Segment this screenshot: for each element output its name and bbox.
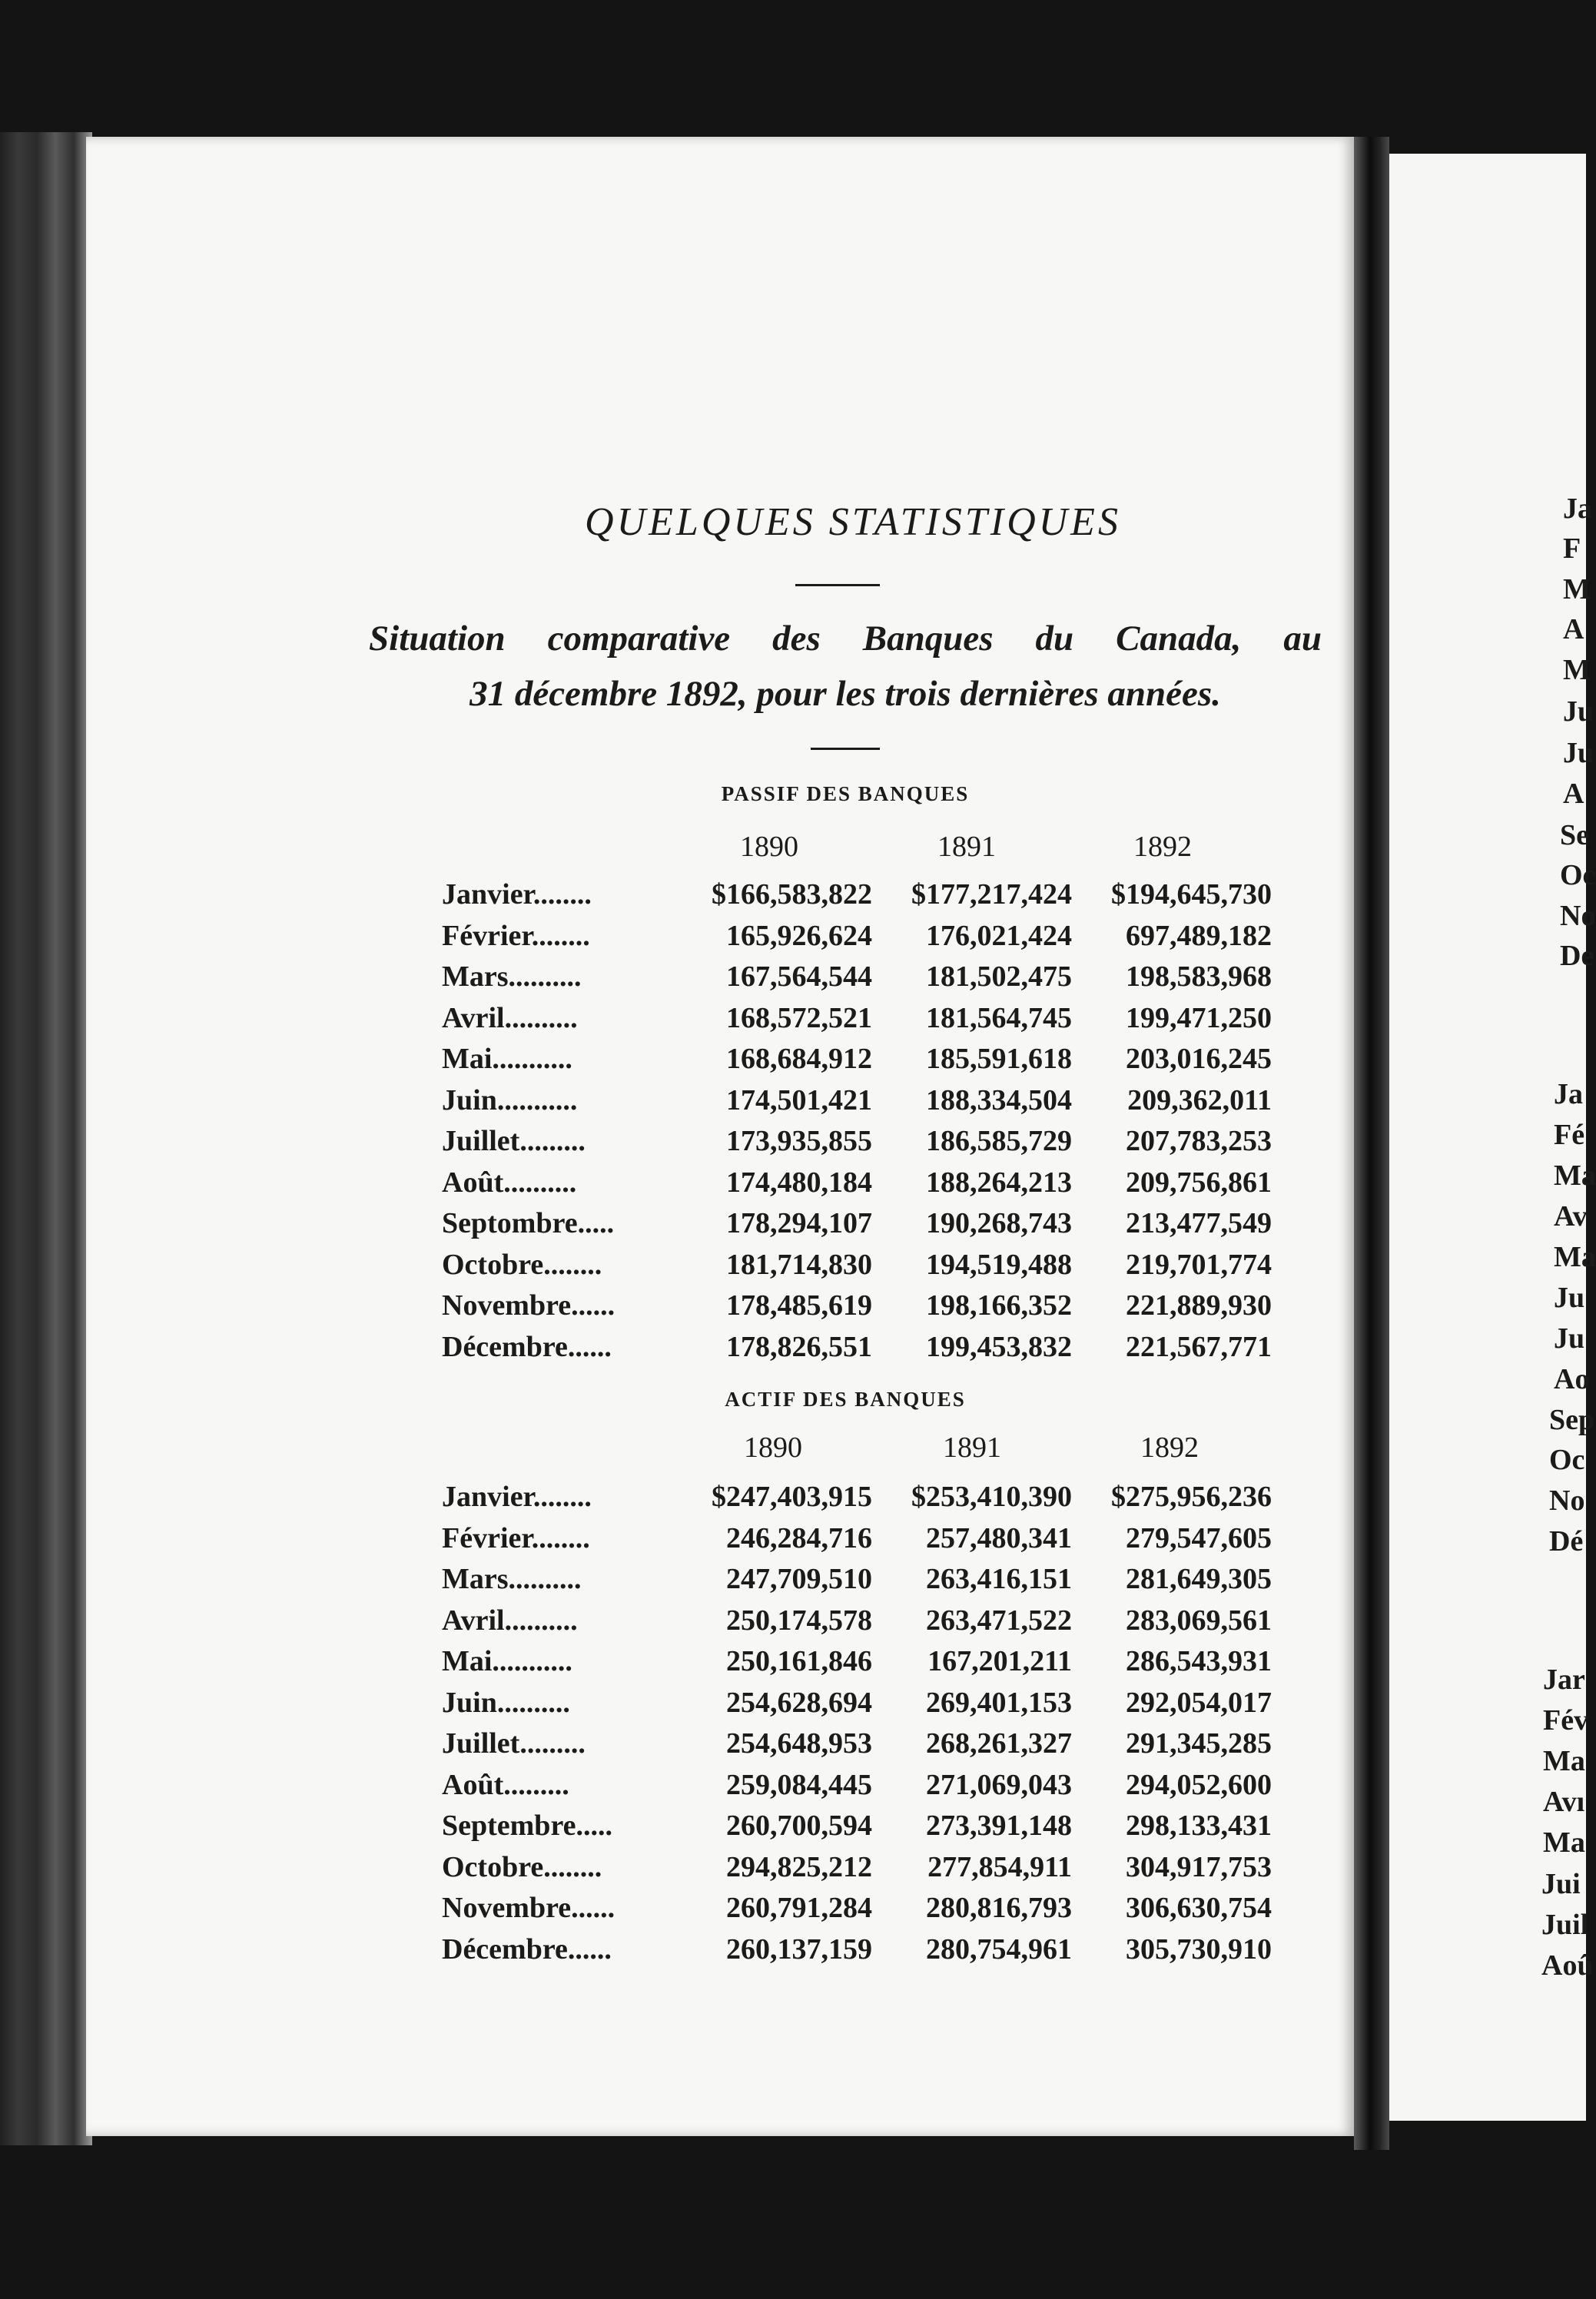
table-row xyxy=(442,1042,1272,1082)
value-1890: 246,284,716 xyxy=(726,1521,872,1554)
table-row xyxy=(442,1521,1272,1561)
value-1892: 221,567,771 xyxy=(1126,1330,1272,1363)
actif-year-1890: 1890 xyxy=(744,1431,802,1464)
value-1891: 190,268,743 xyxy=(926,1207,1072,1239)
value-1890: 247,709,510 xyxy=(726,1563,872,1595)
value-1890: 178,294,107 xyxy=(726,1207,872,1239)
right-page-month-fragment: Ma xyxy=(1543,1826,1585,1859)
value-1890: 173,935,855 xyxy=(726,1125,872,1157)
right-page-month-fragment: Se xyxy=(1560,819,1589,851)
value-1892: 304,917,753 xyxy=(1126,1850,1272,1883)
right-page-month-fragment: Fév xyxy=(1543,1704,1589,1737)
month-label: Mai........... xyxy=(442,1043,572,1075)
value-1892: 306,630,754 xyxy=(1126,1892,1272,1924)
value-1892: 298,133,431 xyxy=(1126,1810,1272,1842)
value-1891: 263,416,151 xyxy=(926,1563,1072,1595)
value-1890: 168,572,521 xyxy=(726,1001,872,1034)
passif-year-1892: 1892 xyxy=(1133,831,1192,863)
value-1890: 294,825,212 xyxy=(726,1850,872,1883)
month-label: Avril.......... xyxy=(442,1001,578,1034)
value-1891: 257,480,341 xyxy=(926,1521,1072,1554)
value-1892: 209,756,861 xyxy=(1126,1166,1272,1199)
value-1891: 188,334,504 xyxy=(926,1083,1072,1116)
right-page-month-fragment: Ao xyxy=(1554,1363,1590,1395)
right-page-month-fragment: F xyxy=(1563,532,1581,565)
month-label: Août.......... xyxy=(442,1166,577,1199)
right-page-month-fragment: M xyxy=(1563,573,1591,605)
right-page-month-fragment: M xyxy=(1563,654,1591,686)
value-1891: 194,519,488 xyxy=(926,1248,1072,1281)
subtitle-line-2: 31 décembre 1892, pour les trois dernières années. xyxy=(470,674,1221,714)
value-1890: 254,628,694 xyxy=(726,1686,872,1719)
right-page-month-fragment: Ju xyxy=(1554,1322,1585,1355)
page-title: QUELQUES STATISTIQUES xyxy=(585,500,1121,544)
value-1892: 198,583,968 xyxy=(1126,960,1272,993)
right-page-month-fragment: Oc xyxy=(1549,1444,1585,1476)
month-label: Octobre........ xyxy=(442,1248,602,1281)
passif-heading: PASSIF DES BANQUES xyxy=(721,782,970,805)
right-page-month-fragment: Ju xyxy=(1563,737,1594,769)
subtitle xyxy=(369,611,1322,722)
value-1891: 273,391,148 xyxy=(926,1810,1072,1842)
value-1892: 305,730,910 xyxy=(1126,1932,1272,1966)
right-page-month-fragment: Ja xyxy=(1554,1078,1583,1110)
value-1891: 186,585,729 xyxy=(926,1125,1072,1157)
month-label: Février........ xyxy=(442,1521,590,1554)
value-1890: 259,084,445 xyxy=(726,1768,872,1801)
right-page-month-fragment: Ju xyxy=(1563,695,1594,728)
value-1892: 207,783,253 xyxy=(1126,1125,1272,1157)
value-1892: $194,645,730 xyxy=(1111,878,1272,911)
table-row xyxy=(442,877,1272,917)
table-row xyxy=(442,1124,1272,1164)
table-row xyxy=(442,1562,1272,1602)
value-1892: 286,543,931 xyxy=(1126,1645,1272,1677)
table-row xyxy=(442,1891,1272,1931)
value-1890: 260,137,159 xyxy=(726,1932,872,1966)
actif-year-1892: 1892 xyxy=(1140,1431,1199,1464)
month-label: Juin.......... xyxy=(442,1686,570,1719)
value-1892: $275,956,236 xyxy=(1111,1481,1272,1513)
right-page-month-fragment: Avı xyxy=(1543,1786,1585,1818)
title-rule xyxy=(795,584,880,586)
month-label: Décembre...... xyxy=(442,1932,612,1966)
right-page-month-fragment: Dé xyxy=(1549,1525,1584,1558)
page-gutter xyxy=(1354,137,1389,2150)
value-1890: 178,485,619 xyxy=(726,1289,872,1322)
table-row xyxy=(442,1932,1272,1972)
table-row xyxy=(442,1248,1272,1288)
right-page-month-fragment: A xyxy=(1563,778,1584,810)
table-row xyxy=(442,1809,1272,1849)
actif-heading: ACTIF DES BANQUES xyxy=(725,1388,966,1411)
right-page-month-fragment: Ma xyxy=(1543,1745,1585,1777)
value-1891: 198,166,352 xyxy=(926,1289,1072,1322)
month-label: Juillet......... xyxy=(442,1125,586,1157)
table-row xyxy=(442,1604,1272,1644)
table-row xyxy=(442,1206,1272,1246)
value-1890: 178,826,551 xyxy=(726,1330,872,1363)
month-label: Août......... xyxy=(442,1768,569,1801)
value-1892: 203,016,245 xyxy=(1126,1043,1272,1075)
table-row xyxy=(442,1768,1272,1808)
month-label: Novembre...... xyxy=(442,1289,616,1322)
month-label: Février........ xyxy=(442,919,590,952)
value-1891: 263,471,522 xyxy=(926,1604,1072,1637)
subtitle-line-1: Situation comparative des Banques du Canada, au xyxy=(369,619,1322,659)
right-page-month-fragment: Jui xyxy=(1541,1868,1581,1900)
value-1892: 219,701,774 xyxy=(1126,1248,1272,1281)
value-1891: 269,401,153 xyxy=(926,1686,1072,1719)
table-row xyxy=(442,1083,1272,1123)
value-1892: 292,054,017 xyxy=(1126,1686,1272,1719)
value-1890: 174,480,184 xyxy=(726,1166,872,1199)
right-page-month-fragment: Ma xyxy=(1554,1159,1596,1192)
value-1891: 280,816,793 xyxy=(926,1892,1072,1924)
month-label: Mars.......... xyxy=(442,960,582,993)
right-page-month-fragment: Juil xyxy=(1541,1909,1589,1941)
right-page-month-fragment: Ja xyxy=(1563,493,1592,525)
value-1890: 167,564,544 xyxy=(726,960,872,993)
month-label: Octobre........ xyxy=(442,1850,602,1883)
value-1891: 167,201,211 xyxy=(927,1645,1072,1677)
passif-year-1890: 1890 xyxy=(740,831,798,863)
value-1892: 199,471,250 xyxy=(1126,1001,1272,1034)
value-1892: 291,345,285 xyxy=(1126,1727,1272,1760)
value-1890: 254,648,953 xyxy=(726,1727,872,1760)
actif-year-1891: 1891 xyxy=(943,1431,1001,1464)
right-page-month-fragment: Ju xyxy=(1554,1282,1585,1314)
value-1890: 174,501,421 xyxy=(726,1083,872,1116)
right-page-month-fragment: Av xyxy=(1554,1200,1588,1232)
right-page-month-fragment: Sep xyxy=(1549,1404,1595,1436)
value-1892: 283,069,561 xyxy=(1126,1604,1272,1637)
table-row xyxy=(442,1166,1272,1206)
value-1892: 281,649,305 xyxy=(1126,1563,1272,1595)
table-row xyxy=(442,1480,1272,1520)
table-row xyxy=(442,1686,1272,1726)
value-1891: 277,854,911 xyxy=(927,1850,1072,1883)
subtitle-rule xyxy=(811,748,880,750)
value-1891: 185,591,618 xyxy=(926,1043,1072,1075)
month-label: Septombre..... xyxy=(442,1207,615,1239)
month-label: Mars.......... xyxy=(442,1563,582,1595)
right-page-month-fragment: De xyxy=(1560,940,1594,972)
value-1890: 250,174,578 xyxy=(726,1604,872,1637)
value-1891: 181,564,745 xyxy=(926,1001,1072,1034)
value-1892: 213,477,549 xyxy=(1126,1207,1272,1239)
month-label: Décembre...... xyxy=(442,1330,612,1363)
value-1890: 165,926,624 xyxy=(726,919,872,952)
book-edge xyxy=(0,132,92,2145)
table-row xyxy=(442,1727,1272,1767)
right-page-month-fragment: No xyxy=(1560,900,1596,932)
month-label: Janvier........ xyxy=(442,1481,592,1513)
table-row xyxy=(442,1330,1272,1370)
value-1891: 176,021,424 xyxy=(926,919,1072,952)
table-row xyxy=(442,1001,1272,1041)
value-1891: 271,069,043 xyxy=(926,1768,1072,1801)
value-1891: 188,264,213 xyxy=(926,1166,1072,1199)
right-page-month-fragment: Aoû xyxy=(1541,1949,1594,1982)
value-1891: 280,754,961 xyxy=(926,1932,1072,1966)
value-1892: 279,547,605 xyxy=(1126,1521,1272,1554)
right-page-month-fragment: Oc xyxy=(1560,859,1596,891)
month-label: Juin........... xyxy=(442,1083,578,1116)
table-row xyxy=(442,919,1272,959)
month-label: Septembre..... xyxy=(442,1810,612,1842)
table-row xyxy=(442,960,1272,1000)
value-1891: $253,410,390 xyxy=(911,1481,1072,1513)
month-label: Juillet......... xyxy=(442,1727,586,1760)
month-label: Novembre...... xyxy=(442,1892,616,1924)
value-1890: 168,684,912 xyxy=(726,1043,872,1075)
passif-year-1891: 1891 xyxy=(937,831,996,863)
right-page-month-fragment: Ma xyxy=(1554,1241,1596,1273)
value-1892: 294,052,600 xyxy=(1126,1768,1272,1801)
value-1890: 181,714,830 xyxy=(726,1248,872,1281)
value-1890: $166,583,822 xyxy=(712,878,872,911)
table-row xyxy=(442,1850,1272,1890)
table-row xyxy=(442,1644,1272,1684)
value-1891: 181,502,475 xyxy=(926,960,1072,993)
right-page-month-fragment: Fé xyxy=(1554,1119,1585,1151)
value-1892: 221,889,930 xyxy=(1126,1289,1272,1322)
value-1892: 209,362,011 xyxy=(1127,1083,1272,1116)
table-row xyxy=(442,1289,1272,1329)
value-1890: 250,161,846 xyxy=(726,1645,872,1677)
value-1890: $247,403,915 xyxy=(712,1481,872,1513)
right-page-month-fragment: Jar xyxy=(1543,1664,1585,1696)
value-1890: 260,791,284 xyxy=(726,1892,872,1924)
month-label: Janvier........ xyxy=(442,878,592,911)
value-1891: 199,453,832 xyxy=(926,1330,1072,1363)
value-1892: 697,489,182 xyxy=(1126,919,1272,952)
value-1891: $177,217,424 xyxy=(911,878,1072,911)
month-label: Avril.......... xyxy=(442,1604,578,1637)
value-1890: 260,700,594 xyxy=(726,1810,872,1842)
month-label: Mai........... xyxy=(442,1645,572,1677)
right-page-month-fragment: No xyxy=(1549,1485,1585,1517)
value-1891: 268,261,327 xyxy=(926,1727,1072,1760)
right-page-month-fragment: A xyxy=(1563,613,1584,645)
